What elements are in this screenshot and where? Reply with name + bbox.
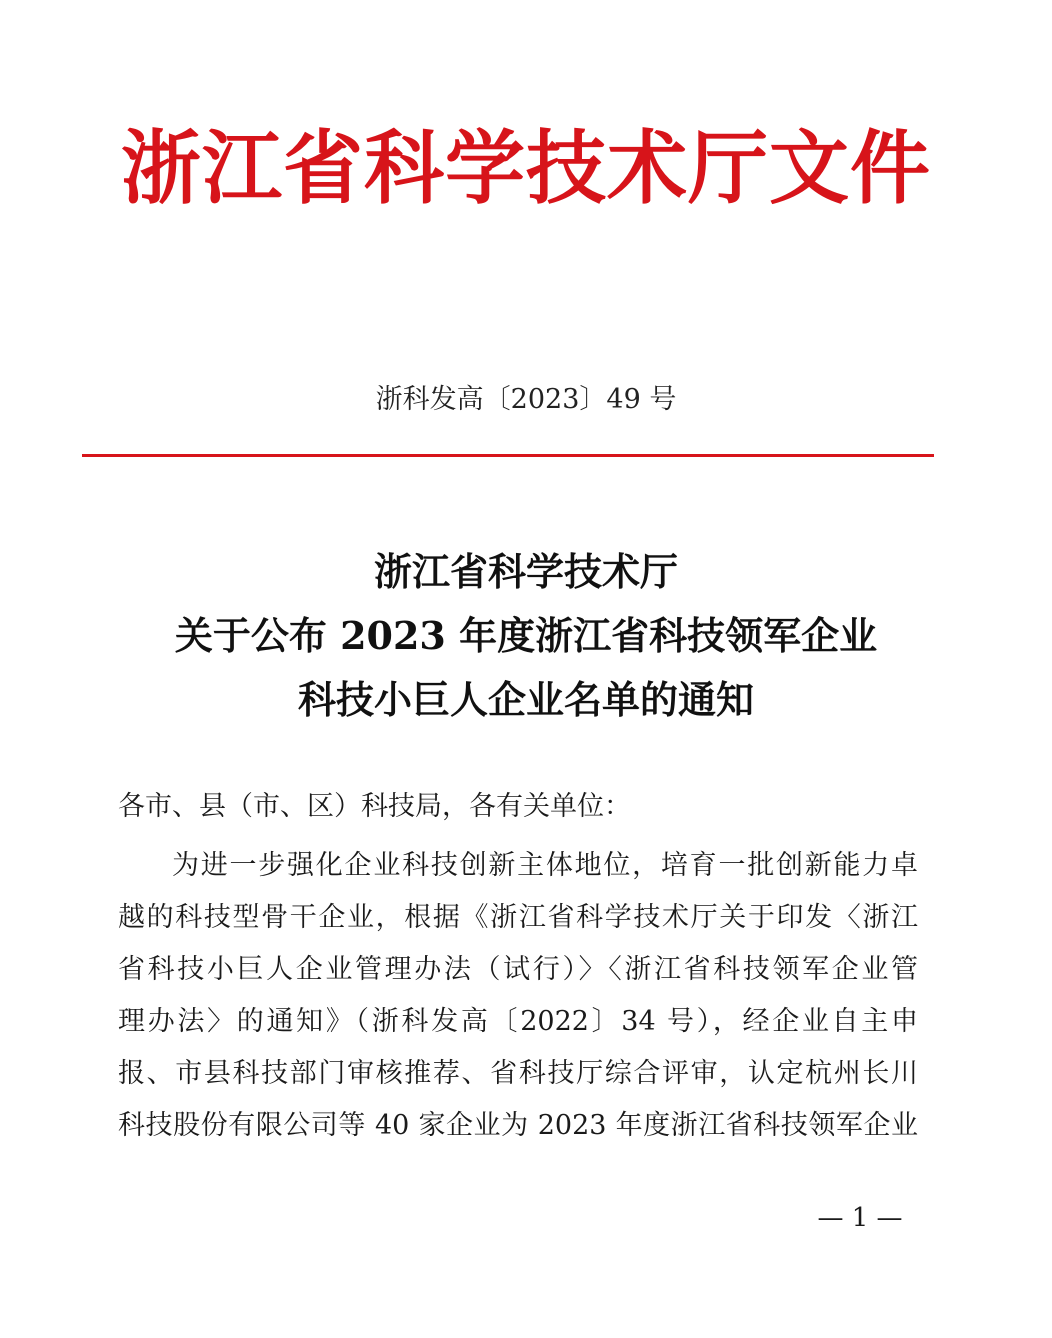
title-line-3: 科技小巨人企业名单的通知 <box>297 677 754 722</box>
document-masthead: 浙江省科学技术厅文件 <box>121 121 931 215</box>
page-number: — 1 — <box>817 1203 903 1233</box>
document-number: 浙科发高〔2023〕49 号 <box>375 384 677 415</box>
body-line-5: 报、市县科技部门审核推荐、省科技厅综合评审，认定杭州长川 <box>118 1058 918 1089</box>
body-line-6: 科技股份有限公司等 40 家企业为 2023 年度浙江省科技领军企业 <box>118 1110 918 1141</box>
notice-title <box>0 540 1052 732</box>
title-line-2: 关于公布 2023 年度浙江省科技领军企业 <box>174 613 878 658</box>
body-line-2: 越的科技型骨干企业，根据《浙江省科学技术厅关于印发〈浙江 <box>118 902 918 933</box>
body-line-1: 为进一步强化企业科技创新主体地位，培育一批创新能力卓 <box>172 850 918 881</box>
body-paragraph <box>118 840 918 1152</box>
body-line-3: 省科技小巨人企业管理办法（试行）〉〈浙江省科技领军企业管 <box>118 954 918 985</box>
salutation: 各市、县（市、区）科技局，各有关单位： <box>118 791 631 822</box>
title-line-1: 浙江省科学技术厅 <box>373 549 678 594</box>
body-line-4: 理办法〉的通知》（浙科发高〔2022〕34 号），经企业自主申 <box>118 1006 918 1037</box>
red-divider-line <box>82 454 934 457</box>
